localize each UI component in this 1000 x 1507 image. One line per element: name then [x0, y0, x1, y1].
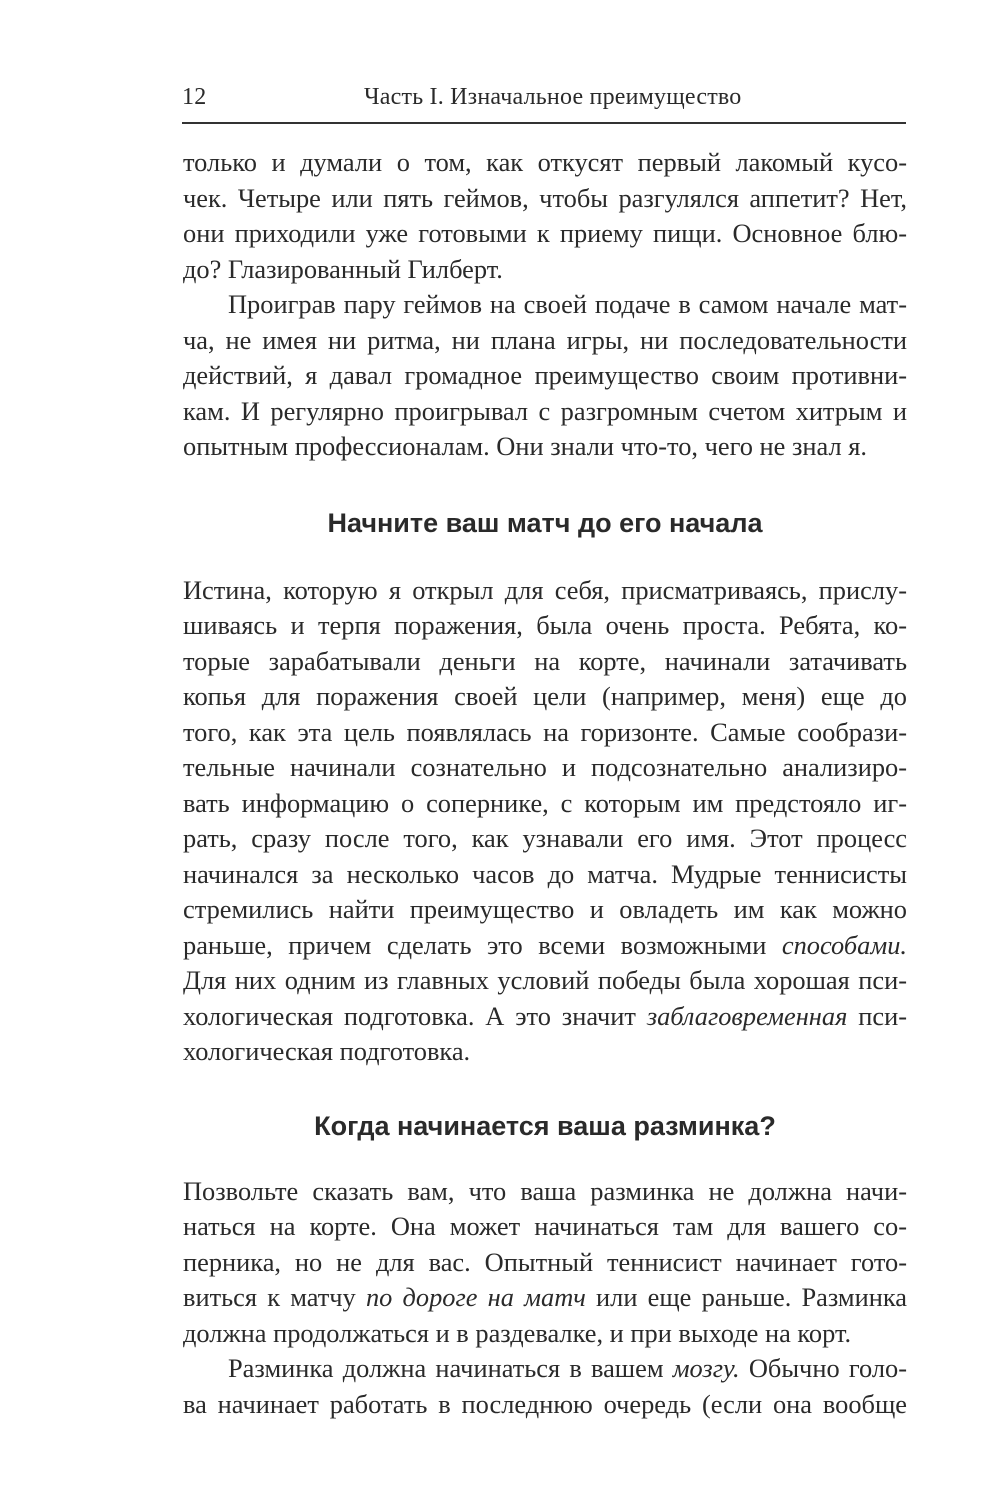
italic-text: способами.	[781, 929, 907, 960]
text-line	[183, 1351, 907, 1387]
text-line: стремились найти преимущество и овладеть им как можно	[183, 894, 907, 924]
italic-text: мозгу.	[672, 1353, 740, 1383]
text-line: вать информацию о сопернике, с которым им предстояло иг-	[183, 787, 907, 818]
italic-text: по дороге на матч	[365, 1282, 586, 1312]
text-line: Позвольте сказать вам, что ваша разминка не должна начи-	[183, 1175, 907, 1206]
text-line: опытным профессионалам. Они знали что-то, чего не знал я.	[183, 431, 867, 461]
text-line: ча, не имея ни ритма, ни плана игры, ни последовательности	[183, 324, 907, 355]
body-text	[183, 145, 907, 1422]
text-line: они приходили уже готовыми к приему пищи. Основное блю-	[183, 218, 907, 248]
text-line: только и думали о том, как откусят первый лакомый кусо-	[183, 147, 907, 177]
running-title: Часть I. Изначальное преимущество	[364, 84, 742, 110]
text-line: действий, я давал громадное преимущество своим противни-	[183, 360, 907, 390]
text-line: шиваясь и терпя поражения, была очень проста. Ребята, ко-	[183, 610, 907, 640]
text-span: Обычно голо-	[748, 1353, 907, 1383]
text-span: хологическая подготовка. А это значит	[183, 1000, 636, 1031]
text-line: рать, сразу после того, как узнавали его имя. Этот процесс	[183, 823, 907, 853]
text-span: раньше, причем сделать это всеми возможными	[183, 929, 767, 960]
text-span: виться к матчу	[183, 1282, 356, 1312]
section-heading: Когда начинается ваша разминка?	[314, 1110, 776, 1141]
text-span: пси-	[858, 1000, 907, 1031]
text-span: или еще раньше. Разминка	[596, 1282, 907, 1312]
running-header	[182, 80, 906, 124]
text-line: ва начинает работать в последнюю очередь (если она вообще	[183, 1388, 907, 1419]
text-line: того, как эта цель появлялась на горизонте. Самые сообрази-	[183, 716, 907, 747]
text-line: Истина, которую я открыл для себя, присматриваясь, прислу-	[183, 574, 907, 605]
italic-text: заблаговременная	[646, 1000, 848, 1031]
text-line: наться на корте. Она может начинаться там для вашего со-	[183, 1211, 907, 1241]
page-number: 12	[182, 84, 207, 110]
text-line	[183, 999, 907, 1035]
text-line: чек. Четыре или пять геймов, чтобы разгулялся аппетит? Нет,	[183, 182, 907, 213]
text-line: Проиграв пару геймов на своей подаче в самом начале мат-	[228, 289, 907, 319]
text-line: до? Глазированный Гилберт.	[183, 253, 503, 284]
text-line: начинался за несколько часов до матча. Мудрые теннисисты	[183, 858, 907, 889]
text-line: копья для поражения своей цели (например, меня) еще до	[183, 681, 907, 711]
text-line: должна продолжаться и в раздевалке, и при выходе на корт.	[183, 1317, 852, 1348]
text-line: тельные начинали сознательно и подсознательно анализиро-	[183, 752, 907, 782]
text-line	[183, 1280, 907, 1316]
text-line: Для них одним из главных условий победы была хорошая пси-	[183, 965, 907, 995]
text-span: Разминка должна начинаться в вашем	[228, 1353, 664, 1383]
text-line	[183, 928, 907, 964]
section-heading: Начните ваш матч до его начала	[327, 507, 763, 538]
text-line: торые зарабатывали деньги на корте, начинали затачивать	[183, 645, 907, 676]
text-line: хологическая подготовка.	[183, 1036, 471, 1066]
text-line: перника, но не для вас. Опытный теннисист начинает гото-	[183, 1246, 907, 1277]
text-line: кам. И регулярно проигрывал с разгромным счетом хитрым и	[183, 395, 907, 426]
